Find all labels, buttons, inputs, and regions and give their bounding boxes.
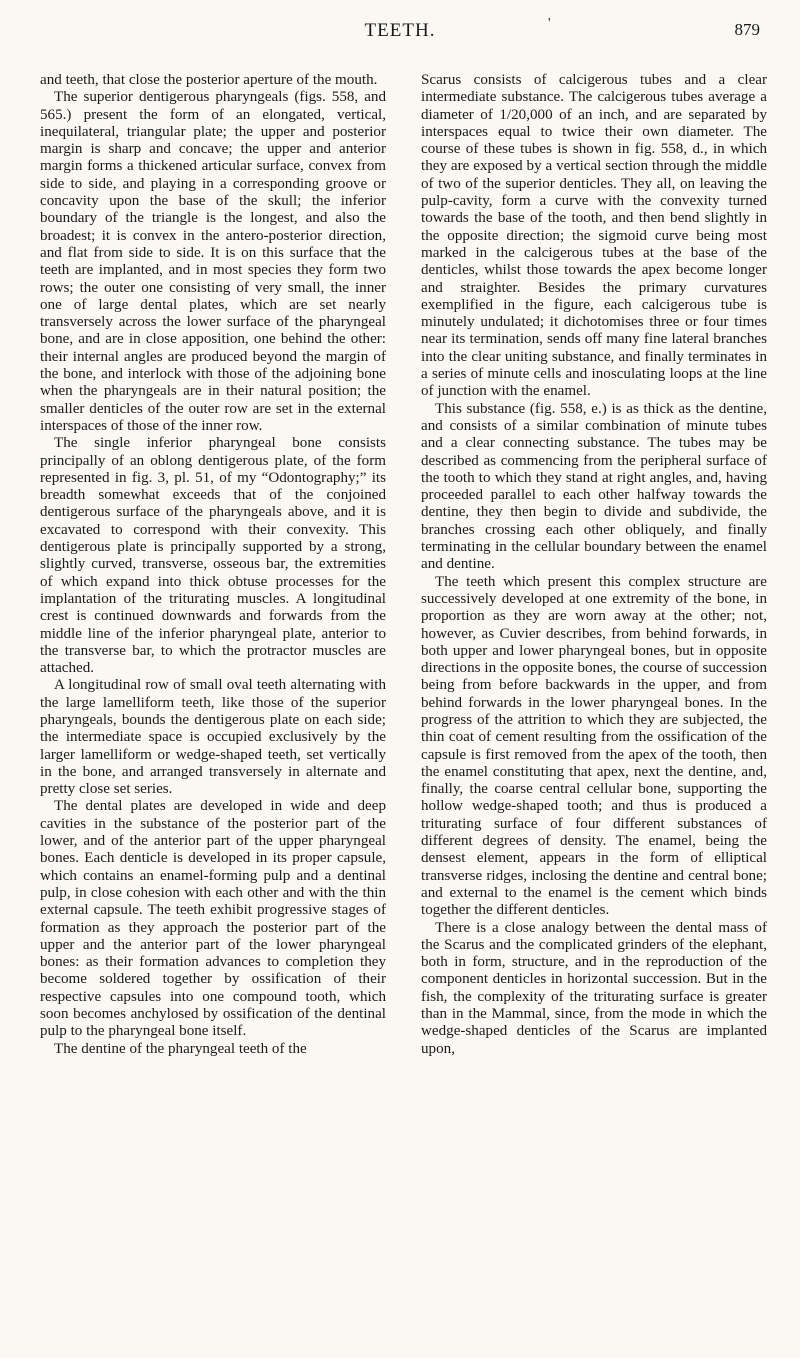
paragraph: The teeth which present this complex structure are successively developed at one extremity of the bone, in proportion as they are worn away at the other; not, however, as Cuvier describes, from behind forwards, in both upper and lower pharyngeal bones, but in opposite directions in the opposite bones, the course of succession being from before backwards in the upper, and from behind forwards in the lower pharyngeal bones. In the progress of the attrition to which they are subjected, the thin coat of cement resulting from the ossification of the capsule is first removed from the apex of the tooth, then the enamel constituting that apex, next the dentine, and, finally, the coarse central cellular bone, supporting the hollow wedge-shaped tooth; and thus is produced a triturating surface of four different substances of different degrees of density. The enamel, being the densest element, appears in the form of elliptical transverse ridges, inclosing the dentine and central bone; and external to the enamel is the cement which binds together the different denticles. bbox=[421, 573, 767, 919]
paragraph: The superior dentigerous pharyngeals (figs. 558, and 565.) present the form of an elongated, vertical, inequilateral, triangular plate; the upper and posterior margin is sharp and concave; the upper and anterior margin forms a thickened articular surface, convex from side to side, and playing in a corresponding groove or concavity upon the base of the skull; the inferior boundary of the triangle is the longest, and also the broadest; it is convex in the antero-posterior direction, and flat from side to side. It is on this surface that the teeth are implanted, and in most species they form two rows; the outer one consisting of very small, the inner one of large dental plates, which are set nearly transversely across the lower surface of the pharyngeal bone, and are in close apposition, one behind the other: their internal angles are produced beyond the margin of the bone, and interlock with those of the adjoining bone when the pharyngeals are in their natural position; the smaller denticles of the outer row are set in the external interspaces of those of the inner row. bbox=[40, 89, 386, 434]
running-head bbox=[40, 16, 760, 44]
left-column bbox=[40, 72, 386, 1058]
paragraph: The dentine of the pharyngeal teeth of the bbox=[54, 1040, 307, 1057]
paragraph: The single inferior pharyngeal bone consists principally of an oblong dentigerous plate, of the form represented in fig. 3, pl. 51, of my “Odontography;” its breadth somewhat exceeds that of the conjoined dentigerous surface of the pharyngeals above, and it is excavated to correspond with their convexity. This dentigerous plate is principally supported by a strong, slightly curved, transverse, osseous bar, the extremities of which expand into thick obtuse processes for the implantation of the triturating muscles. A longitudinal crest is continued downwards and forwards from the middle line of the inferior pharyngeal plate, anterior to the transverse bar, to which the protractor muscles are attached. bbox=[40, 435, 386, 677]
page-number: 879 bbox=[734, 20, 760, 39]
paragraph: This substance (fig. 558, e.) is as thick as the dentine, and consists of a similar combination of minute tubes and a clear connecting substance. The tubes may be described as commencing from the peripheral surface of the tooth to which they stand at right angles, and, having proceeded parallel to each other halfway towards the dentine, they then begin to divide and subdivide, the branches crossing each other obliquely, and finally terminating in the cellular boundary between the enamel and dentine. bbox=[421, 400, 767, 573]
paragraph: There is a close analogy between the dental mass of the Scarus and the complicated grinders of the elephant, both in form, structure, and in the reproduction of the component denticles in horizontal succession. But in the fish, the complexity of the triturating surface is greater than in the Mammal, since, from the mode in which the wedge-shaped denticles of the Scarus are implanted upon, bbox=[421, 919, 767, 1057]
stray-mark: ' bbox=[548, 16, 551, 31]
paragraph: and teeth, that close the posterior aperture of the mouth. bbox=[40, 72, 378, 88]
paragraph: Scarus consists of calcigerous tubes and a clear intermediate substance. The calcigerous tubes average a diameter of 1/20,000 of an inch, and are separated by interspaces equal to twice their own diameter. The course of these tubes is shown in fig. 558, d., in which they are exposed by a vertical section through the middle of two of the superior denticles. They all, on leaving the pulp-cavity, form a curve with the convexity turned towards the base of the tooth, and then bend slightly in the opposite direction; the sigmoid curve being most marked in the calcigerous tubes at the base of the denticles, whilst those towards the apex become longer and straighter. Besides the primary curvatures exemplified in the figure, each calcigerous tube is minutely undulated; it dichotomises three or four times near its termination, sends off many fine lateral branches into the clear uniting substance, and finally terminates in a series of minute cells and inosculating loops at the line of junction with the enamel. bbox=[421, 72, 767, 400]
running-title: TEETH. bbox=[364, 20, 436, 41]
paragraph: A longitudinal row of small oval teeth alternating with the large lamelliform teeth, like those of the superior pharyngeals, bounds the dentigerous plate on each side; the intermediate space is occupied exclusively by the larger lamelliform or wedge-shaped teeth, set vertically in the bone, and arranged transversely in alternate and pretty close set series. bbox=[40, 677, 386, 798]
paragraph: The dental plates are developed in wide and deep cavities in the substance of the posterior part of the lower, and of the anterior part of the upper pharyngeal bones. Each denticle is developed in its proper capsule, which contains an enamel-forming pulp and a dentinal pulp, in close cohesion with each other and with the thin external capsule. The teeth exhibit progressive stages of formation as they approach the posterior part of the upper and the anterior part of the lower pharyngeal bones: as their formation advances to completion they become soldered together by ossification of their respective capsules into one compound tooth, which soon becomes anchylosed by ossification of the dentinal pulp to the pharyngeal bone itself. bbox=[40, 798, 386, 1040]
right-column bbox=[421, 72, 767, 1058]
